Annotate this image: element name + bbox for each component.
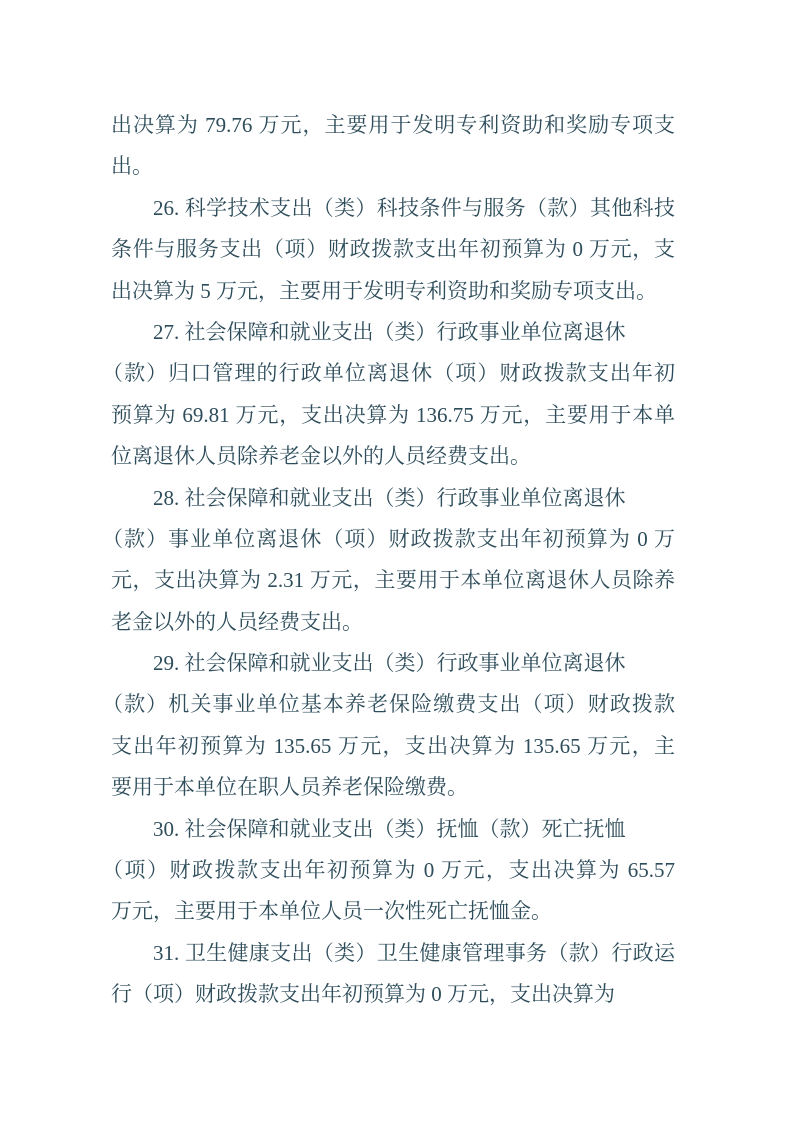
text-line: 31. 卫生健康支出（类）卫生健康管理事务（款）行政运: [153, 940, 675, 965]
text-line: 元，支出决算为 2.31 万元，主要用于本单位离退休人员除养: [111, 568, 675, 593]
paragraph: [111, 933, 675, 1016]
text-line: 28. 社会保障和就业支出（类）行政事业单位离退休: [153, 485, 626, 510]
paragraph: [102, 809, 675, 933]
text-line: 要用于本单位在职人员养老保险缴费。: [111, 775, 468, 800]
text-line: 老金以外的人员经费支出。: [111, 609, 363, 634]
text-line: 位离退休人员除养老金以外的人员经费支出。: [111, 444, 531, 469]
text-line: 支出年初预算为 135.65 万元，支出决算为 135.65 万元，主: [111, 733, 675, 758]
text-line: （款）机关事业单位基本养老保险缴费支出（项）财政拨款: [102, 692, 675, 717]
text-line: （款）归口管理的行政单位离退休（项）财政拨款支出年初: [102, 361, 675, 386]
paragraph: [102, 478, 675, 644]
text-line: 29. 社会保障和就业支出（类）行政事业单位离退休: [153, 651, 626, 676]
text-line: 30. 社会保障和就业支出（类）抚恤（款）死亡抚恤: [153, 816, 626, 841]
text-line: （项）财政拨款支出年初预算为 0 万元，支出决算为 65.57: [102, 858, 675, 883]
text-line: 出。: [111, 154, 153, 179]
text-line: （款）事业单位离退休（项）财政拨款支出年初预算为 0 万: [102, 526, 675, 551]
text-line: 27. 社会保障和就业支出（类）行政事业单位离退休: [153, 319, 626, 344]
paragraph: [111, 105, 675, 188]
text-line: 26. 科学技术支出（类）科技条件与服务（款）其他科技: [153, 195, 675, 220]
text-line: 条件与服务支出（项）财政拨款支出年初预算为 0 万元，支: [111, 237, 675, 262]
paragraph: [102, 643, 675, 809]
text-line: 预算为 69.81 万元，支出决算为 136.75 万元，主要用于本单: [111, 402, 675, 427]
text-line: 出决算为 5 万元，主要用于发明专利资助和奖励专项支出。: [111, 278, 657, 303]
text-line: 万元，主要用于本单位人员一次性死亡抚恤金。: [111, 899, 552, 924]
text-block: [102, 105, 675, 1016]
text-line: 行（项）财政拨款支出年初预算为 0 万元，支出决算为: [111, 982, 615, 1007]
paragraph: [111, 188, 675, 312]
text-line: 出决算为 79.76 万元，主要用于发明专利资助和奖励专项支: [111, 113, 675, 137]
paragraph: [102, 312, 675, 478]
